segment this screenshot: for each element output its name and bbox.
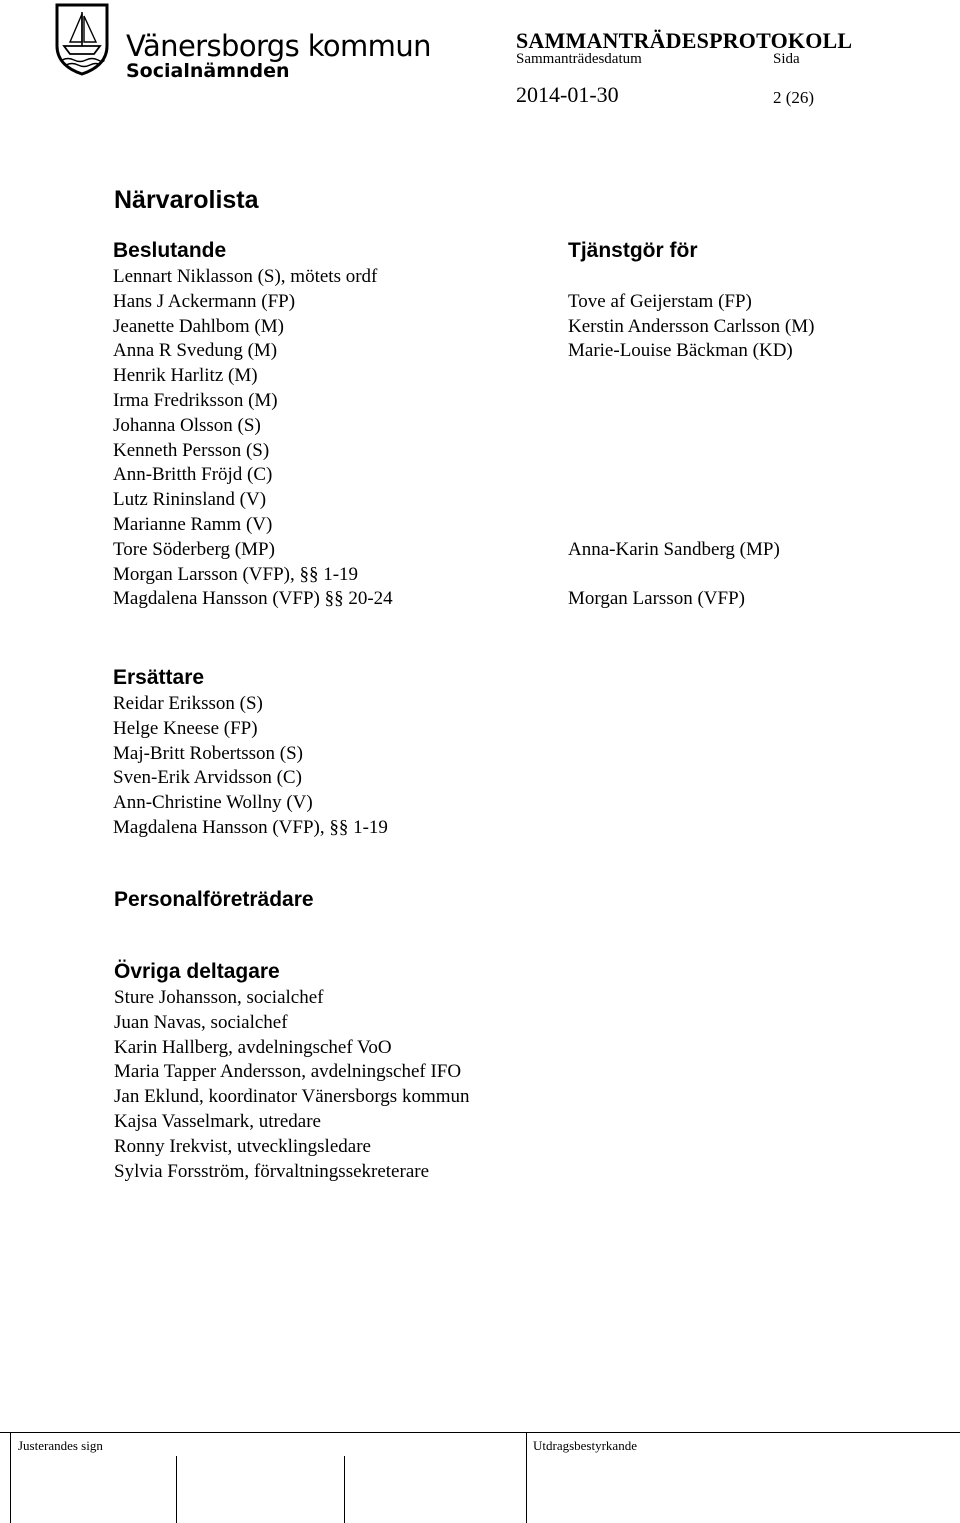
beslutande-list (113, 265, 393, 612)
meeting-date-label: Sammanträdesdatum (516, 51, 642, 67)
ovriga-deltagare-heading: Övriga deltagare (114, 960, 280, 983)
list-item: Marianne Ramm (V) (113, 513, 273, 535)
list-item: Sven-Erik Arvidsson (C) (113, 767, 302, 789)
list-item: Lennart Niklasson (S), mötets ordf (113, 266, 378, 287)
page-title: Närvarolista (114, 186, 259, 214)
list-item: Kerstin Andersson Carlsson (M) (568, 315, 815, 337)
list-item: Maj-Britt Robertsson (S) (113, 742, 303, 764)
page-label: Sida (773, 51, 800, 67)
list-item: Karin Hallberg, avdelningschef VoO (114, 1036, 392, 1058)
list-item: Morgan Larsson (VFP), §§ 1-19 (113, 563, 359, 585)
list-item (568, 265, 814, 290)
list-item (568, 364, 814, 389)
meeting-date-value: 2014-01-30 (516, 82, 619, 107)
tjanstgor-heading: Tjänstgör för (568, 239, 698, 262)
list-item: Kenneth Persson (S) (113, 439, 270, 461)
ersattare-list (113, 692, 388, 841)
list-item: Reidar Eriksson (S) (113, 693, 263, 714)
list-item: Juan Navas, socialchef (114, 1011, 288, 1033)
list-item: Ann-Britth Fröjd (C) (113, 464, 273, 486)
list-item (568, 513, 814, 538)
list-item: Anna-Karin Sandberg (MP) (568, 538, 780, 560)
signature-box-border (10, 1432, 11, 1523)
list-item: Helge Kneese (FP) (113, 717, 258, 739)
list-item (568, 439, 814, 464)
list-item: Anna R Svedung (M) (113, 340, 278, 362)
utdragsbestyrkande-label: Utdragsbestyrkande (533, 1438, 637, 1453)
list-item: Magdalena Hansson (VFP), §§ 1-19 (113, 816, 388, 838)
list-item (568, 389, 814, 414)
beslutande-heading: Beslutande (113, 239, 227, 262)
document-type-title: SAMMANTRÄDESPROTOKOLL (516, 28, 853, 53)
municipal-coat-of-arms-icon (54, 2, 110, 76)
list-item (568, 463, 814, 488)
list-item: Lutz Rininsland (V) (113, 489, 267, 511)
organization-name: Vänersborgs kommun (126, 29, 431, 63)
list-item: Hans J Ackermann (FP) (113, 290, 296, 312)
list-item: Johanna Olsson (S) (113, 414, 261, 436)
tjanstgor-list (568, 265, 814, 612)
personalforetradare-heading: Personalföreträdare (114, 888, 314, 911)
page-number-value: 2 (26) (773, 88, 815, 107)
signature-box-border (176, 1456, 177, 1523)
justerandes-sign-label: Justerandes sign (18, 1438, 103, 1453)
signature-box-border (344, 1456, 345, 1523)
department-name: Socialnämnden (126, 60, 290, 82)
list-item: Jan Eklund, koordinator Vänersborgs kommun (114, 1086, 470, 1108)
list-item: Irma Fredriksson (M) (113, 389, 278, 411)
ovriga-deltagare-list (114, 986, 470, 1184)
list-item: Magdalena Hansson (VFP) §§ 20-24 (113, 588, 393, 610)
list-item: Ronny Irekvist, utvecklingsledare (114, 1135, 371, 1157)
list-item: Tore Söderberg (MP) (113, 538, 275, 560)
list-item (568, 488, 814, 513)
list-item: Henrik Harlitz (M) (113, 365, 258, 387)
list-item: Jeanette Dahlbom (M) (113, 315, 284, 337)
list-item: Morgan Larsson (VFP) (568, 588, 745, 610)
list-item: Sylvia Forsström, förvaltningssekreterare (114, 1160, 430, 1182)
list-item: Kajsa Vasselmark, utredare (114, 1110, 321, 1132)
list-item: Tove af Geijerstam (FP) (568, 290, 752, 312)
list-item (568, 414, 814, 439)
list-item: Marie-Louise Bäckman (KD) (568, 340, 793, 362)
list-item (568, 563, 814, 588)
list-item: Sture Johansson, socialchef (114, 987, 324, 1008)
list-item: Ann-Christine Wollny (V) (113, 792, 313, 814)
list-item: Maria Tapper Andersson, avdelningschef IFO (114, 1061, 462, 1083)
ersattare-heading: Ersättare (113, 666, 205, 689)
signature-box-border (526, 1432, 527, 1523)
footer-divider (0, 1432, 960, 1433)
